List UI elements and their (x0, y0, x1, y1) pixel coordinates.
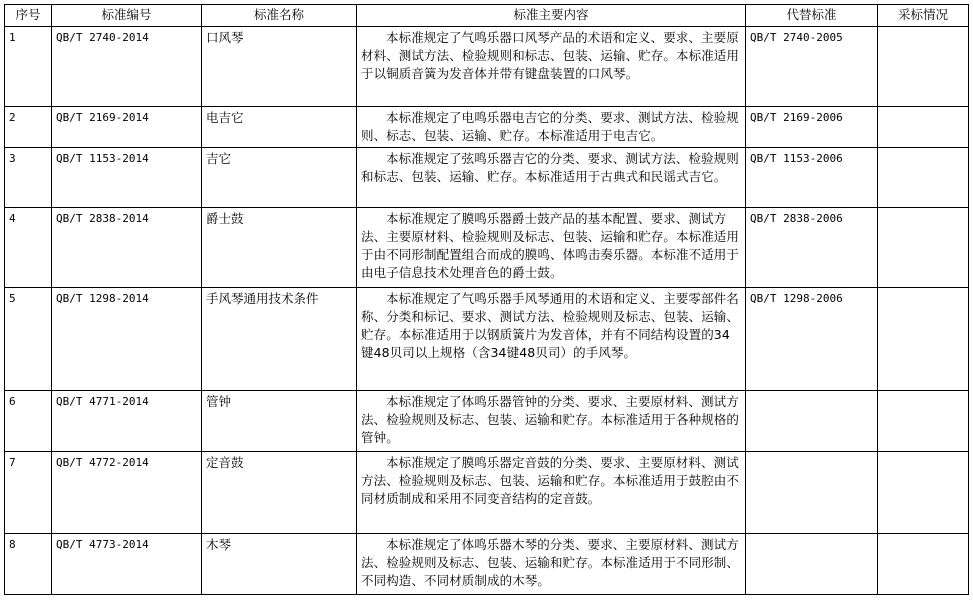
table-row (5, 208, 969, 288)
standards-table (4, 4, 969, 595)
table-row (5, 27, 969, 107)
standard-content: 本标准规定了膜鸣乐器爵士鼓产品的基本配置、要求、测试方法、主要原材料、检验规则及标志、包装、运输和贮存。本标准适用于由不同形制配置组合而成的膜鸣、体鸣击奏乐器。本标准不适用于由电子信息技术处理音色的爵士鼓。 (357, 208, 746, 288)
header-row (5, 5, 969, 27)
standard-name: 管钟 (202, 391, 357, 452)
row-number: 6 (5, 391, 52, 452)
header-code: 标准编号 (52, 5, 202, 27)
table-row (5, 148, 969, 208)
row-number: 1 (5, 27, 52, 107)
table-row (5, 452, 969, 534)
standard-content: 本标准规定了膜鸣乐器定音鼓的分类、要求、主要原材料、测试方法、检验规则及标志、包装、运输和贮存。本标准适用于鼓腔由不同材质制成和采用不同变音结构的定音鼓。 (357, 452, 746, 534)
standard-code: QB/T 4772-2014 (52, 452, 202, 534)
standard-name: 定音鼓 (202, 452, 357, 534)
standard-code: QB/T 2740-2014 (52, 27, 202, 107)
row-number: 5 (5, 288, 52, 391)
adoption-status (878, 391, 969, 452)
replaced-standard (746, 452, 878, 534)
standard-content: 本标准规定了体鸣乐器木琴的分类、要求、主要原材料、测试方法、检验规则及标志、包装、运输和贮存。本标准适用于不同形制、不同构造、不同材质制成的木琴。 (357, 534, 746, 595)
standard-name: 木琴 (202, 534, 357, 595)
standard-name: 吉它 (202, 148, 357, 208)
row-number: 2 (5, 107, 52, 148)
adoption-status (878, 148, 969, 208)
adoption-status (878, 288, 969, 391)
row-number: 8 (5, 534, 52, 595)
replaced-standard: QB/T 2838-2006 (746, 208, 878, 288)
standard-code: QB/T 4771-2014 (52, 391, 202, 452)
header-name: 标准名称 (202, 5, 357, 27)
table-row (5, 288, 969, 391)
standard-code: QB/T 2838-2014 (52, 208, 202, 288)
standard-name: 口风琴 (202, 27, 357, 107)
adoption-status (878, 208, 969, 288)
standard-name: 手风琴通用技术条件 (202, 288, 357, 391)
adoption-status (878, 107, 969, 148)
adoption-status (878, 27, 969, 107)
standard-content: 本标准规定了气鸣乐器手风琴通用的术语和定义、主要零部件名称、分类和标记、要求、测试方法、检验规则及标志、包装、运输、贮存。本标准适用于以钢质簧片为发音体，并有不同结构设置的34键48贝司以上规格（含34键48贝司）的手风琴。 (357, 288, 746, 391)
standard-name: 爵士鼓 (202, 208, 357, 288)
standard-code: QB/T 2169-2014 (52, 107, 202, 148)
header-adoption: 采标情况 (878, 5, 969, 27)
adoption-status (878, 534, 969, 595)
row-number: 3 (5, 148, 52, 208)
header-content: 标准主要内容 (357, 5, 746, 27)
replaced-standard: QB/T 2169-2006 (746, 107, 878, 148)
standard-content: 本标准规定了弦鸣乐器吉它的分类、要求、测试方法、检验规则和标志、包装、运输、贮存。本标准适用于古典式和民谣式吉它。 (357, 148, 746, 208)
header-seq: 序号 (5, 5, 52, 27)
replaced-standard (746, 391, 878, 452)
row-number: 4 (5, 208, 52, 288)
standard-code: QB/T 1153-2014 (52, 148, 202, 208)
table-row (5, 107, 969, 148)
replaced-standard: QB/T 2740-2005 (746, 27, 878, 107)
standard-content: 本标准规定了体鸣乐器管钟的分类、要求、主要原材料、测试方法、检验规则及标志、包装、运输和贮存。本标准适用于各种规格的管钟。 (357, 391, 746, 452)
standard-content: 本标准规定了电鸣乐器电吉它的分类、要求、测试方法、检验规则、标志、包装、运输、贮存。本标准适用于电吉它。 (357, 107, 746, 148)
standard-name: 电吉它 (202, 107, 357, 148)
table-row (5, 534, 969, 595)
table-row (5, 391, 969, 452)
replaced-standard (746, 534, 878, 595)
row-number: 7 (5, 452, 52, 534)
standard-code: QB/T 1298-2014 (52, 288, 202, 391)
standard-code: QB/T 4773-2014 (52, 534, 202, 595)
adoption-status (878, 452, 969, 534)
header-replaces: 代替标准 (746, 5, 878, 27)
standard-content: 本标准规定了气鸣乐器口风琴产品的术语和定义、要求、主要原材料、测试方法、检验规则和标志、包装、运输、贮存。本标准适用于以铜质音簧为发音体并带有键盘装置的口风琴。 (357, 27, 746, 107)
replaced-standard: QB/T 1298-2006 (746, 288, 878, 391)
replaced-standard: QB/T 1153-2006 (746, 148, 878, 208)
